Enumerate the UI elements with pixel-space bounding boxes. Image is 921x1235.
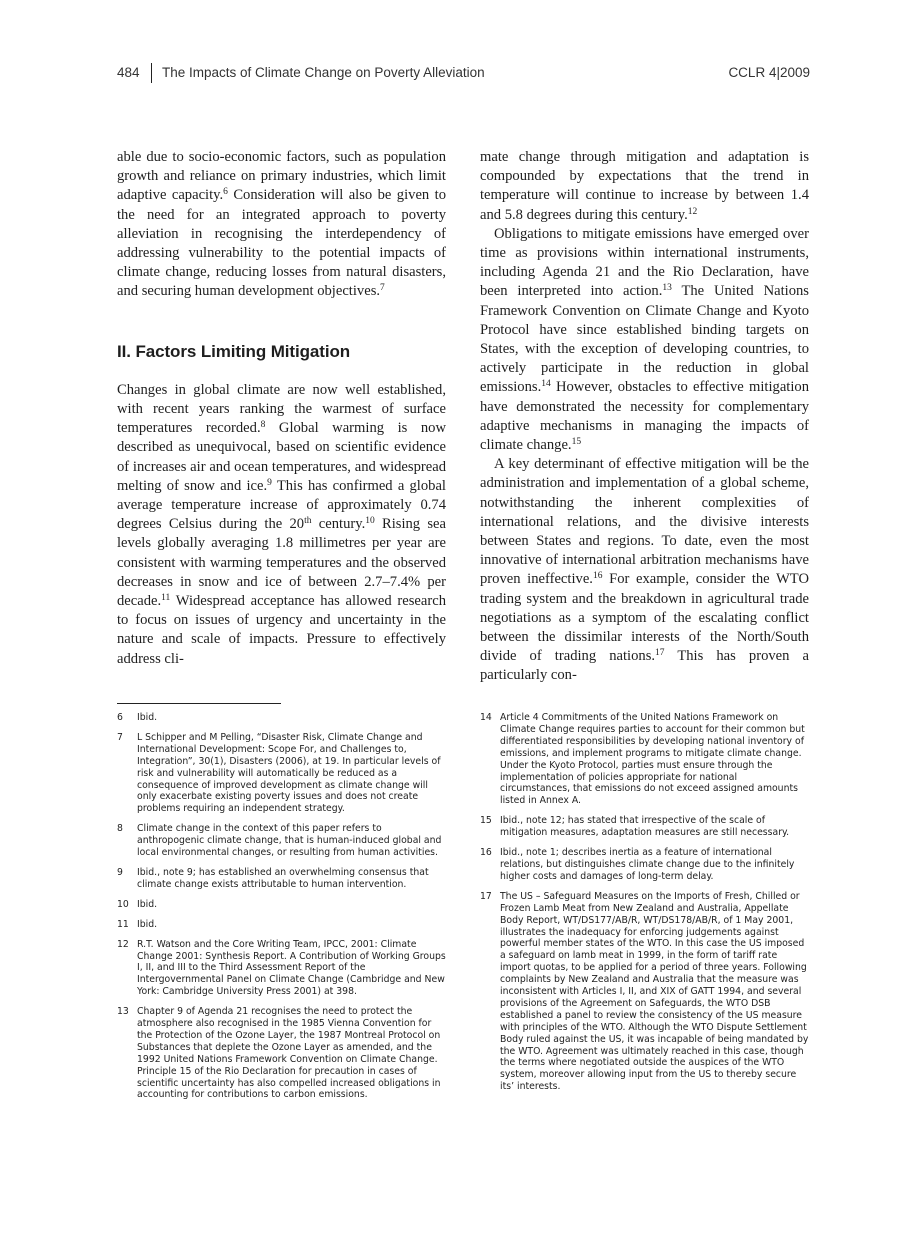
footnote-text: Ibid., note 1; describes inertia as a feature of international relations, but distinguishes climate change due to the infinitely higher costs and damages of long-term delay. [500,847,795,882]
footnotes-left [117,712,447,1109]
footnote [117,939,447,999]
footnote [480,815,810,839]
footnote-number: 11 [117,918,129,930]
footnote-number: 13 [117,1006,129,1018]
right-column [480,148,809,686]
footnote-ref[interactable]: 6 [223,187,228,198]
footnote [480,712,810,807]
footnote-ref[interactable]: 15 [571,437,582,448]
footnote-number: 9 [117,866,123,878]
footnote-number: 10 [117,898,129,910]
footnote-text: R.T. Watson and the Core Writing Team, IPCC, 2001: Climate Change 2001: Synthesis Report. A Contribution of Working Groups I, II, and III to the Third Assessment Report of the Intergovernmental Panel on Climate Change (Cambridge and New York: Cambridge University Press 2001) at 398. [137,938,446,998]
footnote-text: Chapter 9 of Agenda 21 recognises the need to protect the atmosphere also recognised in the 1985 Vienna Convention for the Protection of the Ozone Layer, the 1987 Montreal Protocol on Substances that deplete the Ozone Layer as amended, and the 1992 United Nations Framework Convention on Climate Change. Principle 15 of the Rio Declaration for precaution in cases of scientific uncertainty has also compelled increased obligations in accounting for contributions to carbon emissions. [137,1006,441,1101]
footnote-ref[interactable]: 11 [161,593,171,604]
footnote-number: 7 [117,731,123,743]
footnote-ref[interactable]: 17 [655,648,665,659]
footnote-text: Ibid., note 9; has established an overwhelming consensus that climate change exists attributable to human intervention. [137,866,429,890]
footnote-ref[interactable]: 10 [365,516,375,527]
footnote-ref[interactable]: 16 [592,571,603,582]
footnote-number: 8 [117,823,123,835]
footnote-ref[interactable]: 9 [267,477,272,488]
footnote-text: Ibid. [137,898,158,910]
footnotes-right [480,712,810,1101]
footnote-ref[interactable]: 14 [541,379,551,390]
footnote-text: Article 4 Commitments of the United Nations Framework on Climate Change requires parties to account for their common but differentiated responsibilities by developing national inventory of emissions, and implement programs to mitigate climate change. Under the Kyoto Protocol, parties must ensure through the implementation of policies appropriate for national circumstances, that emissions do not exceed assigned amounts listed in Annex A. [500,712,805,807]
footnote [117,867,447,891]
footnote-text: L Schipper and M Pelling, “Disaster Risk, Climate Change and International Development: Scope For, and Challenges to, Integration”, 30(1), Disasters (2006), at 19. In particular levels of risk and vulnerability will automatically be reduced as a consequence of improved development as climate change will only exacerbate existing poverty issues and does not create problems requiring an independent strategy. [137,731,441,815]
footnote [117,712,447,724]
footnote [117,919,447,931]
footnote-number: 15 [480,815,492,827]
footnote [117,732,447,815]
footnote [480,891,810,1093]
section-heading: II. Factors Limiting Mitigation [117,341,351,361]
footnote-text: Ibid., note 12; has stated that irrespective of the scale of mitigation measures, adaptation measures are still necessary. [500,815,790,839]
header-divider [151,63,152,83]
left-column [117,148,446,669]
running-header [117,63,810,85]
footnote-ref[interactable]: 8 [260,420,266,431]
footnote-number: 6 [117,712,123,723]
paragraph: mate change through mitigation and adaptation is compounded by expectations that the trend in temperature will continue to increase by between 1.4 and 5.8 degrees during this century.$^{12}$ [480,149,809,223]
paragraph: A key determinant of effective mitigation will be the administration and implementation of a global scheme, notwithstanding the inherent complexities of international relations, and the divisive interests between States and regions. To date, even the most innovative of international arbitration mechanisms have proven ineffective.$^{16}$ For example, consider the WTO trading system and the breakdown in agricultural trade negotiations as a symptom of the escalating conflict between the dissimilar interests of the North/South divide of trading nations.$^{17}$ This has proven a particularly con- [480,456,809,684]
footnote-separator [117,703,281,704]
paragraph: Changes in global climate are now well established, with recent years ranking the warmest of surface temperatures recorded.$^8$ Global warming is now described as unequivocal, based on scientific evidence of increases air and ocean temperatures, and widespread melting of snow and ice.$^9$ This has confirmed a global average temperature increase of approximately 0.74 degrees Celsius during the 20th century.$^{10}$ Rising sea levels globally averaging 1.8 millimetres per year are consistent with warming temperatures and the observed decreases in snow and ice of between 2.7–7.4% per decade.$^{11}$ Widespread acceptance has allowed research to focus on issues of urgency and uncertainty in the nature and scale of impacts. Pressure to effectively address cli- [117,381,447,667]
footnote-ref[interactable]: 12 [687,206,698,217]
footnote-number: 12 [117,938,129,950]
footnote-text: Ibid. [137,712,158,723]
footnote-number: 17 [480,890,492,902]
footnote [117,1006,447,1101]
footnote [117,823,447,859]
page-number: 484 [117,65,140,80]
footnote [480,847,810,883]
footnote-text: Climate change in the context of this paper refers to anthropogenic climate change, that is human-induced global and local environmental changes, or resulting from human activities. [137,823,442,859]
footnote-number: 16 [480,847,492,859]
footnote [117,899,447,911]
footnote-ref[interactable]: 13 [662,283,672,294]
footnote-text: Ibid. [137,918,158,930]
paragraph: Obligations to mitigate emissions have emerged over time as provisions within international instruments, including Agenda 21 and the Rio Declaration, have been interpreted into action.$^{13}$ The United Nations Framework Convention on Climate Change and Kyoto Protocol have since established binding targets on States, with the exception of developing countries, to actively participate in the reduction in global emissions.$^{14}$ However, obstacles to effective mitigation have demonstrated the necessity for complementary adaptive mechanisms in managing the impacts of climate change.$^{15}$ [480,225,809,454]
ordinal-suffix: th [304,516,312,527]
running-title: The Impacts of Climate Change on Poverty Alleviation [162,65,485,80]
footnote-text: The US – Safeguard Measures on the Imports of Fresh, Chilled or Frozen Lamb Meat from New Zealand and Australia, Appellate Body Report, WT/DS177/AB/R, WT/DS178/AB/R, of 1 May 2001, illustrates the inadequacy for enforcing judgements against powerful member states of the WTO. In this case the US imposed a safeguard on lamb meat in 1999, in the form of tariff rate import quotas, to be applied for a period of three years. Following complaints by New Zealand and Australia that the measure was inconsistent with Articles I, II, and XIX of GATT 1994, and several provisions of the Agreement on Safeguards, the WTO DSB established a panel to review the consistency of the US measure with principles of the WTO. Although the WTO Dispute Settlement Body ruled against the US, it was incapable of being mandated by the WTO. Agreement was ultimately reached in this case, though the terms where negotiated outside the auspices of the WTO system, moreover allowing input from the US to thereby secure its’ interests. [500,890,809,1093]
paragraph: able due to socio-economic factors, such as population growth and reliance on primary industries, which limit adaptive capacity.$^6$ Consideration will also be given to the need for an integrated approach to poverty alleviation in recognising the interdependency of addressing vulnerability to the potential impacts of climate change, reducing losses from natural disasters, and securing human development objectives.$^7$ [117,149,446,300]
footnote-number: 14 [480,712,492,723]
journal-issue: CCLR 4|2009 [728,65,810,80]
footnote-ref[interactable]: 7 [380,283,385,294]
